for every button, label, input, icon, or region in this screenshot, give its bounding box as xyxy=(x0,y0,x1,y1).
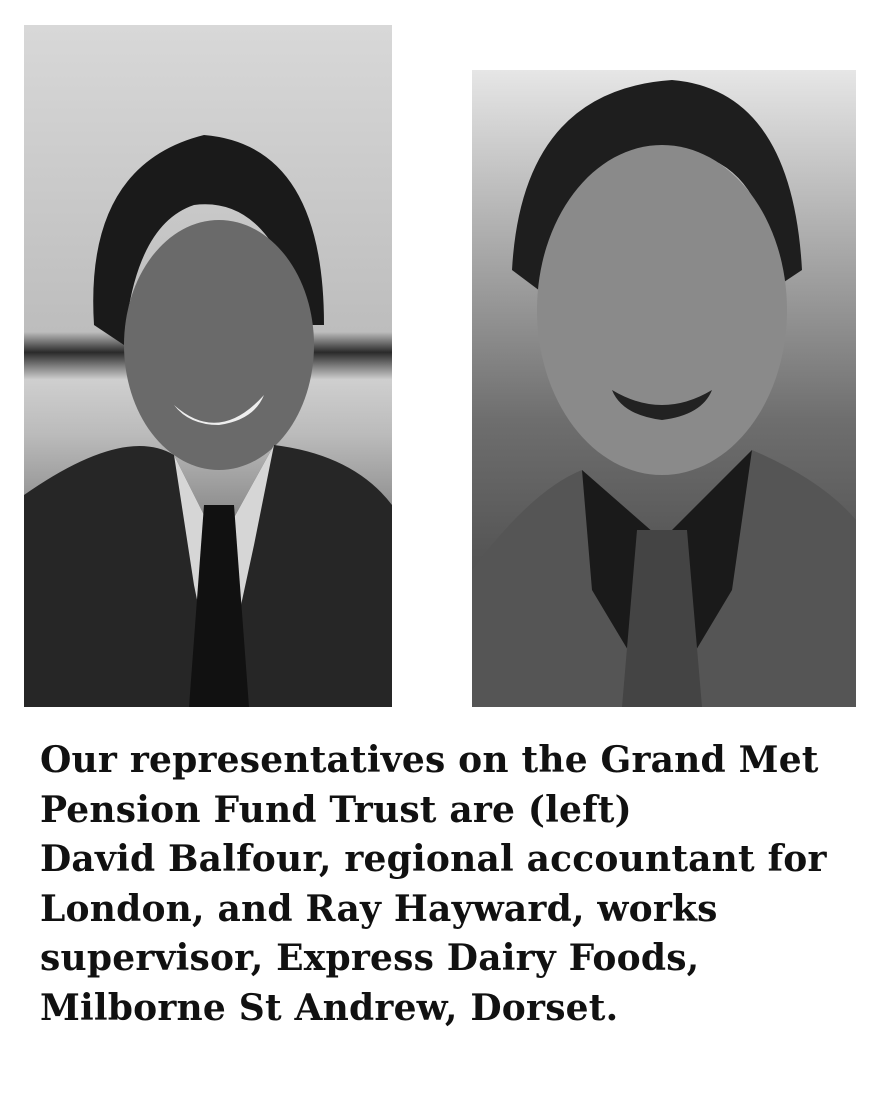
caption-line: supervisor, Express Dairy Foods, xyxy=(40,937,700,979)
caption-line: Our representatives on the Grand Met xyxy=(40,739,819,781)
portrait-silhouette-icon xyxy=(472,70,856,707)
caption-line: Milborne St Andrew, Dorset. xyxy=(40,986,619,1029)
caption-line: David Balfour, regional accountant for xyxy=(40,838,827,880)
photo-david-balfour xyxy=(24,25,392,707)
caption-line: Pension Fund Trust are (left) xyxy=(40,788,632,831)
photo-caption xyxy=(40,736,870,1033)
caption-line: London, and Ray Hayward, works xyxy=(40,887,718,930)
portrait-silhouette-icon xyxy=(24,25,392,707)
photo-ray-hayward xyxy=(472,70,856,707)
